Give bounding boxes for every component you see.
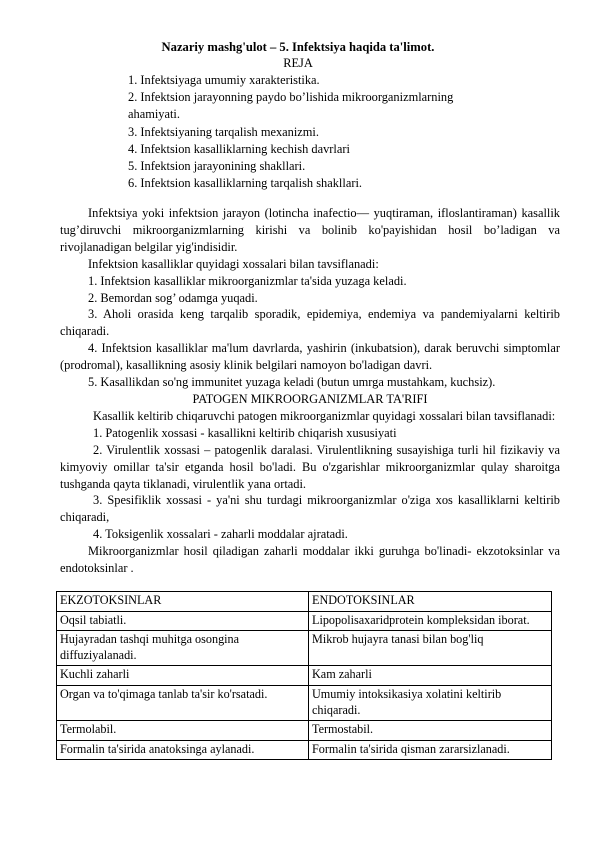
table-header-cell: EKZOTOKSINLAR — [57, 592, 309, 612]
table-row — [57, 721, 552, 741]
pathogen-intro: Kasallik keltirib chiqaruvchi patogen mikroorganizmlar quyidagi xossalari bilan tavsiflanadi: — [93, 408, 556, 423]
feature-item: 4. Infektsion kasalliklar ma'lum davrlarda, yashirin (inkubatsion), darak beruvchi simptomlar (prodromal), kasallikning asosiy klinik belgilari namoyon bo'ladigan davri. — [60, 341, 560, 373]
table-cell: Hujayradan tashqi muhitga osongina diffuziyalanadi. — [57, 631, 309, 666]
pathogen-item: 1. Patogenlik xossasi - kasallikni keltirib chiqarish xususiyati — [93, 425, 397, 440]
page-title: Nazariy mashg'ulot – 5. Infektsiya haqida ta'limot. — [161, 40, 435, 54]
table-row — [57, 631, 552, 666]
plan-item: 3. Infektsiyaning tarqalish mexanizmi. — [128, 124, 319, 139]
table-row — [57, 740, 552, 760]
features-intro: Infektsion kasalliklar quyidagi xossalari bilan tavsiflanadi: — [88, 256, 379, 271]
table-row — [57, 611, 552, 631]
pathogen-item: 4. Toksigenlik xossalari - zaharli moddalar ajratadi. — [93, 527, 348, 542]
intro-paragraph: Infektsiya yoki infektsion jarayon (lotincha inafectio— yuqtiraman, ifloslantiraman) kasallik tug’diruvchi mikroorganizmlarning kirishi va bolinib ko'payishidan hosil bo’ladigan va rivojlanadigan belgilar yig'indisidir. — [60, 206, 560, 254]
plan-heading: REJA — [283, 56, 313, 70]
table-header-row — [57, 592, 552, 612]
table-cell: Termostabil. — [309, 721, 552, 741]
feature-item: 1. Infektsion kasalliklar mikroorganizmlar ta'sida yuzaga keladi. — [88, 273, 407, 288]
table-cell: Organ va to'qimaga tanlab ta'sir ko'rsatadi. — [57, 685, 309, 720]
table-cell: Mikrob hujayra tanasi bilan bog'liq — [309, 631, 552, 666]
toxins-intro: Mikroorganizmlar hosil qiladigan zaharli moddalar ikki guruhga bo'linadi- ekzotoksinlar va endotoksinlar . — [60, 544, 560, 576]
table-cell: Formalin ta'sirida anatoksinga aylanadi. — [57, 740, 309, 760]
table-cell: Termolabil. — [57, 721, 309, 741]
pathogen-item: 3. Spesifiklik xossasi - ya'ni shu turdagi mikroorganizmlar o'ziga xos kasalliklarni keltirib chiqaradi, — [60, 493, 560, 525]
plan-item: 6. Infektsion kasalliklarning tarqalish shakllari. — [128, 176, 362, 191]
table-header-cell: ENDOTOKSINLAR — [309, 592, 552, 612]
toxins-table — [56, 591, 552, 760]
table-cell: Oqsil tabiatli. — [57, 611, 309, 631]
section-heading: PATOGEN MIKROORGANIZMLAR TA'RIFI — [192, 391, 428, 406]
pathogen-item: 2. Virulentlik xossasi – patogenlik daralasi. Virulentlikning susayishiga turli hil fizikaviy va kimyoviy omillar ta'sir etganda hosil bo'ladi. Bu o'zgarishlar mikroorganizmlar qulay sharoitga tushganda qayta tiklanadi, virulentlik yana ortadi. — [60, 442, 560, 491]
feature-item: 3. Aholi orasida keng tarqalib sporadik, epidemiya, endemiya va pandemiyalarni keltirib chiqaradi. — [60, 307, 560, 339]
table-row — [57, 666, 552, 686]
plan-item: 1. Infektsiyaga umumiy xarakteristika. — [128, 73, 320, 87]
table-cell: Kam zaharli — [309, 666, 552, 686]
table-row — [57, 685, 552, 720]
table-cell: Lipopolisaxaridprotein kompleksidan iborat. — [309, 611, 552, 631]
plan-list — [128, 72, 508, 192]
plan-item: ahamiyati. — [128, 107, 180, 122]
table-cell: Kuchli zaharli — [57, 666, 309, 686]
feature-item: 2. Bemordan sog’ odamga yuqadi. — [88, 290, 258, 305]
plan-item: 4. Infektsion kasalliklarning kechish davrlari — [128, 141, 350, 156]
table-cell: Umumiy intoksikasiya xolatini keltirib chiqaradi. — [309, 685, 552, 720]
body-text — [60, 205, 560, 577]
feature-item: 5. Kasallikdan so'ng immunitet yuzaga keladi (butun umrga mustahkam, kuchsiz). — [88, 375, 496, 390]
table-cell: Formalin ta'sirida qisman zararsizlanadi. — [309, 740, 552, 760]
plan-item: 2. Infektsion jarayonning paydo bo’lishida mikroorganizmlarning — [128, 90, 454, 105]
plan-item: 5. Infektsion jarayonining shakllari. — [128, 159, 306, 174]
